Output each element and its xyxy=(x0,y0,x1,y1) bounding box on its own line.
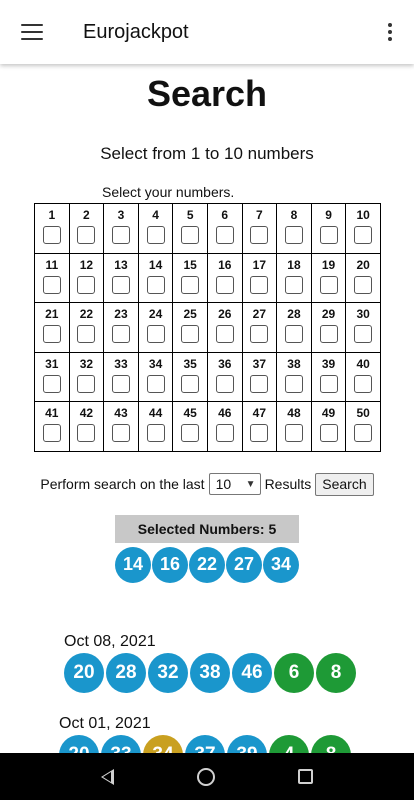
back-icon[interactable] xyxy=(101,769,114,785)
number-checkbox[interactable] xyxy=(112,424,130,442)
number-checkbox[interactable] xyxy=(77,325,95,343)
results-label: Results xyxy=(264,476,312,493)
number-grid xyxy=(34,203,381,452)
euro-number-ball: 6 xyxy=(274,653,314,693)
number-checkbox[interactable] xyxy=(181,276,199,294)
number-cell[interactable] xyxy=(242,204,277,254)
number-label: 11 xyxy=(45,257,59,272)
number-checkbox[interactable] xyxy=(43,375,61,393)
number-label: 10 xyxy=(356,208,370,222)
number-cell[interactable] xyxy=(242,352,277,402)
number-cell[interactable] xyxy=(104,253,139,303)
number-cell[interactable] xyxy=(35,253,70,303)
number-checkbox[interactable] xyxy=(320,276,338,294)
number-cell[interactable] xyxy=(277,303,312,353)
grid-row xyxy=(35,352,381,402)
number-cell[interactable] xyxy=(173,402,208,452)
search-options-row xyxy=(0,473,414,496)
number-cell[interactable] xyxy=(311,352,346,402)
main-number-ball: 20 xyxy=(64,653,104,693)
number-label: 46 xyxy=(218,406,232,421)
number-checkbox[interactable] xyxy=(320,226,338,244)
number-label: 24 xyxy=(148,307,163,322)
number-cell[interactable] xyxy=(173,253,208,303)
number-checkbox[interactable] xyxy=(354,325,372,343)
number-cell[interactable] xyxy=(277,253,312,303)
results-count-select[interactable] xyxy=(209,473,261,495)
number-cell[interactable] xyxy=(69,303,104,353)
number-label: 35 xyxy=(183,356,197,371)
number-cell[interactable] xyxy=(207,303,242,353)
number-cell[interactable] xyxy=(138,204,173,254)
grid-row xyxy=(35,204,381,254)
number-label: 34 xyxy=(148,356,163,371)
number-cell[interactable] xyxy=(173,204,208,254)
number-label: 15 xyxy=(183,257,197,272)
number-label: 4 xyxy=(152,208,159,222)
number-cell[interactable] xyxy=(207,352,242,402)
number-cell[interactable] xyxy=(69,253,104,303)
draw-balls xyxy=(64,653,414,693)
number-checkbox[interactable] xyxy=(354,276,372,294)
number-label: 41 xyxy=(45,406,59,421)
number-cell[interactable] xyxy=(277,204,312,254)
number-checkbox[interactable] xyxy=(216,276,234,294)
number-checkbox[interactable] xyxy=(43,325,61,343)
number-label: 32 xyxy=(79,356,94,371)
menu-button[interactable] xyxy=(0,0,64,64)
number-checkbox[interactable] xyxy=(181,325,199,343)
number-label: 14 xyxy=(148,257,163,272)
selected-numbers-row xyxy=(0,547,414,583)
number-cell[interactable] xyxy=(242,303,277,353)
number-checkbox[interactable] xyxy=(77,375,95,393)
number-label: 19 xyxy=(321,257,336,272)
number-label: 38 xyxy=(287,356,301,371)
number-checkbox[interactable] xyxy=(112,226,130,244)
number-label: 6 xyxy=(221,208,229,222)
main-number-ball: 46 xyxy=(232,653,272,693)
number-label: 9 xyxy=(325,208,332,222)
system-nav-bar xyxy=(0,753,414,800)
number-label: 49 xyxy=(321,406,336,421)
main-number-ball: 38 xyxy=(190,653,230,693)
number-checkbox[interactable] xyxy=(147,375,165,393)
number-label: 8 xyxy=(290,208,298,222)
number-checkbox[interactable] xyxy=(77,226,95,244)
number-cell[interactable] xyxy=(104,352,139,402)
draw-result[interactable] xyxy=(0,633,414,693)
number-cell[interactable] xyxy=(35,402,70,452)
number-checkbox[interactable] xyxy=(250,375,268,393)
overflow-menu-button[interactable] xyxy=(366,0,414,64)
number-label: 47 xyxy=(252,406,267,421)
number-label: 3 xyxy=(117,208,125,222)
number-label: 31 xyxy=(45,356,59,371)
number-checkbox[interactable] xyxy=(250,424,268,442)
number-cell[interactable] xyxy=(104,204,139,254)
number-checkbox[interactable] xyxy=(354,424,372,442)
number-checkbox[interactable] xyxy=(320,375,338,393)
number-checkbox[interactable] xyxy=(112,375,130,393)
number-cell[interactable] xyxy=(104,303,139,353)
number-label: 36 xyxy=(218,356,232,371)
number-cell[interactable] xyxy=(277,352,312,402)
euro-number-ball: 8 xyxy=(316,653,356,693)
number-label: 22 xyxy=(79,307,94,322)
draw-date: Oct 01, 2021 xyxy=(59,714,151,732)
number-cell[interactable] xyxy=(311,253,346,303)
number-checkbox[interactable] xyxy=(77,424,95,442)
number-checkbox[interactable] xyxy=(354,375,372,393)
selected-number-ball: 27 xyxy=(226,547,262,583)
number-label: 43 xyxy=(114,406,128,421)
number-checkbox[interactable] xyxy=(147,325,165,343)
number-cell[interactable] xyxy=(35,303,70,353)
more-vert-icon xyxy=(388,23,392,41)
grid-row xyxy=(35,303,381,353)
number-label: 25 xyxy=(183,307,197,322)
number-label: 48 xyxy=(287,406,301,421)
number-label: 7 xyxy=(256,208,263,222)
number-label: 42 xyxy=(79,406,94,421)
number-label: 2 xyxy=(83,208,90,222)
number-checkbox[interactable] xyxy=(112,276,130,294)
number-checkbox[interactable] xyxy=(285,276,303,294)
number-checkbox[interactable] xyxy=(354,226,372,244)
number-cell[interactable] xyxy=(69,402,104,452)
number-label: 16 xyxy=(218,257,232,272)
number-checkbox[interactable] xyxy=(320,325,338,343)
number-cell[interactable] xyxy=(277,402,312,452)
number-checkbox[interactable] xyxy=(147,276,165,294)
number-checkbox[interactable] xyxy=(181,424,199,442)
number-checkbox[interactable] xyxy=(43,424,61,442)
page-title: Search xyxy=(146,73,268,114)
number-label: 30 xyxy=(356,307,370,322)
hamburger-icon xyxy=(21,24,43,40)
number-cell[interactable] xyxy=(346,402,381,452)
number-cell[interactable] xyxy=(35,204,70,254)
number-cell[interactable] xyxy=(311,204,346,254)
number-label: 33 xyxy=(114,356,128,371)
number-checkbox[interactable] xyxy=(43,226,61,244)
number-checkbox[interactable] xyxy=(285,226,303,244)
number-checkbox[interactable] xyxy=(285,424,303,442)
number-cell[interactable] xyxy=(104,402,139,452)
number-cell[interactable] xyxy=(311,303,346,353)
number-cell[interactable] xyxy=(346,352,381,402)
number-label: 39 xyxy=(321,356,336,371)
number-checkbox[interactable] xyxy=(250,226,268,244)
number-label: 20 xyxy=(356,257,370,272)
number-checkbox[interactable] xyxy=(216,325,234,343)
recents-icon[interactable] xyxy=(298,769,313,784)
app-title: Eurojackpot xyxy=(83,20,189,43)
number-cell[interactable] xyxy=(207,402,242,452)
number-label: 13 xyxy=(114,257,128,272)
number-label: 28 xyxy=(287,307,301,322)
number-label: 37 xyxy=(252,356,267,371)
number-checkbox[interactable] xyxy=(216,424,234,442)
number-cell[interactable] xyxy=(207,204,242,254)
number-checkbox[interactable] xyxy=(216,226,234,244)
number-label: 1 xyxy=(48,208,56,222)
main-number-ball: 28 xyxy=(106,653,146,693)
number-label: 21 xyxy=(45,307,59,322)
number-cell[interactable] xyxy=(138,303,173,353)
number-label: 50 xyxy=(356,406,370,421)
number-cell[interactable] xyxy=(346,253,381,303)
number-cell[interactable] xyxy=(207,253,242,303)
number-cell[interactable] xyxy=(138,352,173,402)
number-checkbox[interactable] xyxy=(181,226,199,244)
number-checkbox[interactable] xyxy=(250,276,268,294)
number-cell[interactable] xyxy=(173,352,208,402)
search-button[interactable]: Search xyxy=(315,473,373,496)
home-icon[interactable] xyxy=(197,768,215,786)
number-label: 26 xyxy=(218,307,232,322)
number-label: 5 xyxy=(186,208,194,222)
number-checkbox[interactable] xyxy=(147,226,165,244)
perform-label: Perform search on the last xyxy=(40,476,205,493)
number-checkbox[interactable] xyxy=(216,375,234,393)
selected-numbers-header: Selected Numbers: 5 xyxy=(115,515,299,543)
number-checkbox[interactable] xyxy=(181,375,199,393)
number-checkbox[interactable] xyxy=(285,325,303,343)
number-cell[interactable] xyxy=(242,253,277,303)
number-cell[interactable] xyxy=(69,204,104,254)
number-label: 44 xyxy=(148,406,163,421)
number-cell[interactable] xyxy=(173,303,208,353)
number-checkbox[interactable] xyxy=(250,325,268,343)
number-checkbox[interactable] xyxy=(112,325,130,343)
number-checkbox[interactable] xyxy=(77,276,95,294)
number-checkbox[interactable] xyxy=(43,276,61,294)
selected-number-ball: 34 xyxy=(263,547,299,583)
selected-number-ball: 22 xyxy=(189,547,225,583)
number-checkbox[interactable] xyxy=(285,375,303,393)
number-label: 40 xyxy=(356,356,370,371)
number-checkbox[interactable] xyxy=(320,424,338,442)
scroll-content[interactable] xyxy=(0,64,414,753)
results-count-value: 10 xyxy=(215,476,232,493)
number-cell[interactable] xyxy=(138,402,173,452)
number-label: 23 xyxy=(114,307,128,322)
number-cell[interactable] xyxy=(311,402,346,452)
grid-caption: Select your numbers. xyxy=(102,184,235,200)
number-label: 18 xyxy=(287,257,301,272)
app-bar xyxy=(0,0,414,64)
number-label: 27 xyxy=(252,307,267,322)
number-checkbox[interactable] xyxy=(147,424,165,442)
main-number-ball: 32 xyxy=(148,653,188,693)
number-label: 45 xyxy=(183,406,197,421)
number-cell[interactable] xyxy=(346,303,381,353)
number-cell[interactable] xyxy=(69,352,104,402)
number-cell[interactable] xyxy=(138,253,173,303)
number-label: 12 xyxy=(79,257,94,272)
number-label: 29 xyxy=(321,307,336,322)
instructions-text: Select from 1 to 10 numbers xyxy=(100,144,314,163)
number-cell[interactable] xyxy=(346,204,381,254)
number-label: 17 xyxy=(252,257,267,272)
number-cell[interactable] xyxy=(242,402,277,452)
grid-row xyxy=(35,402,381,452)
grid-row xyxy=(35,253,381,303)
selected-number-ball: 14 xyxy=(115,547,151,583)
chevron-down-icon: ▼ xyxy=(245,478,256,490)
number-cell[interactable] xyxy=(35,352,70,402)
selected-number-ball: 16 xyxy=(152,547,188,583)
draw-date: Oct 08, 2021 xyxy=(64,632,156,650)
